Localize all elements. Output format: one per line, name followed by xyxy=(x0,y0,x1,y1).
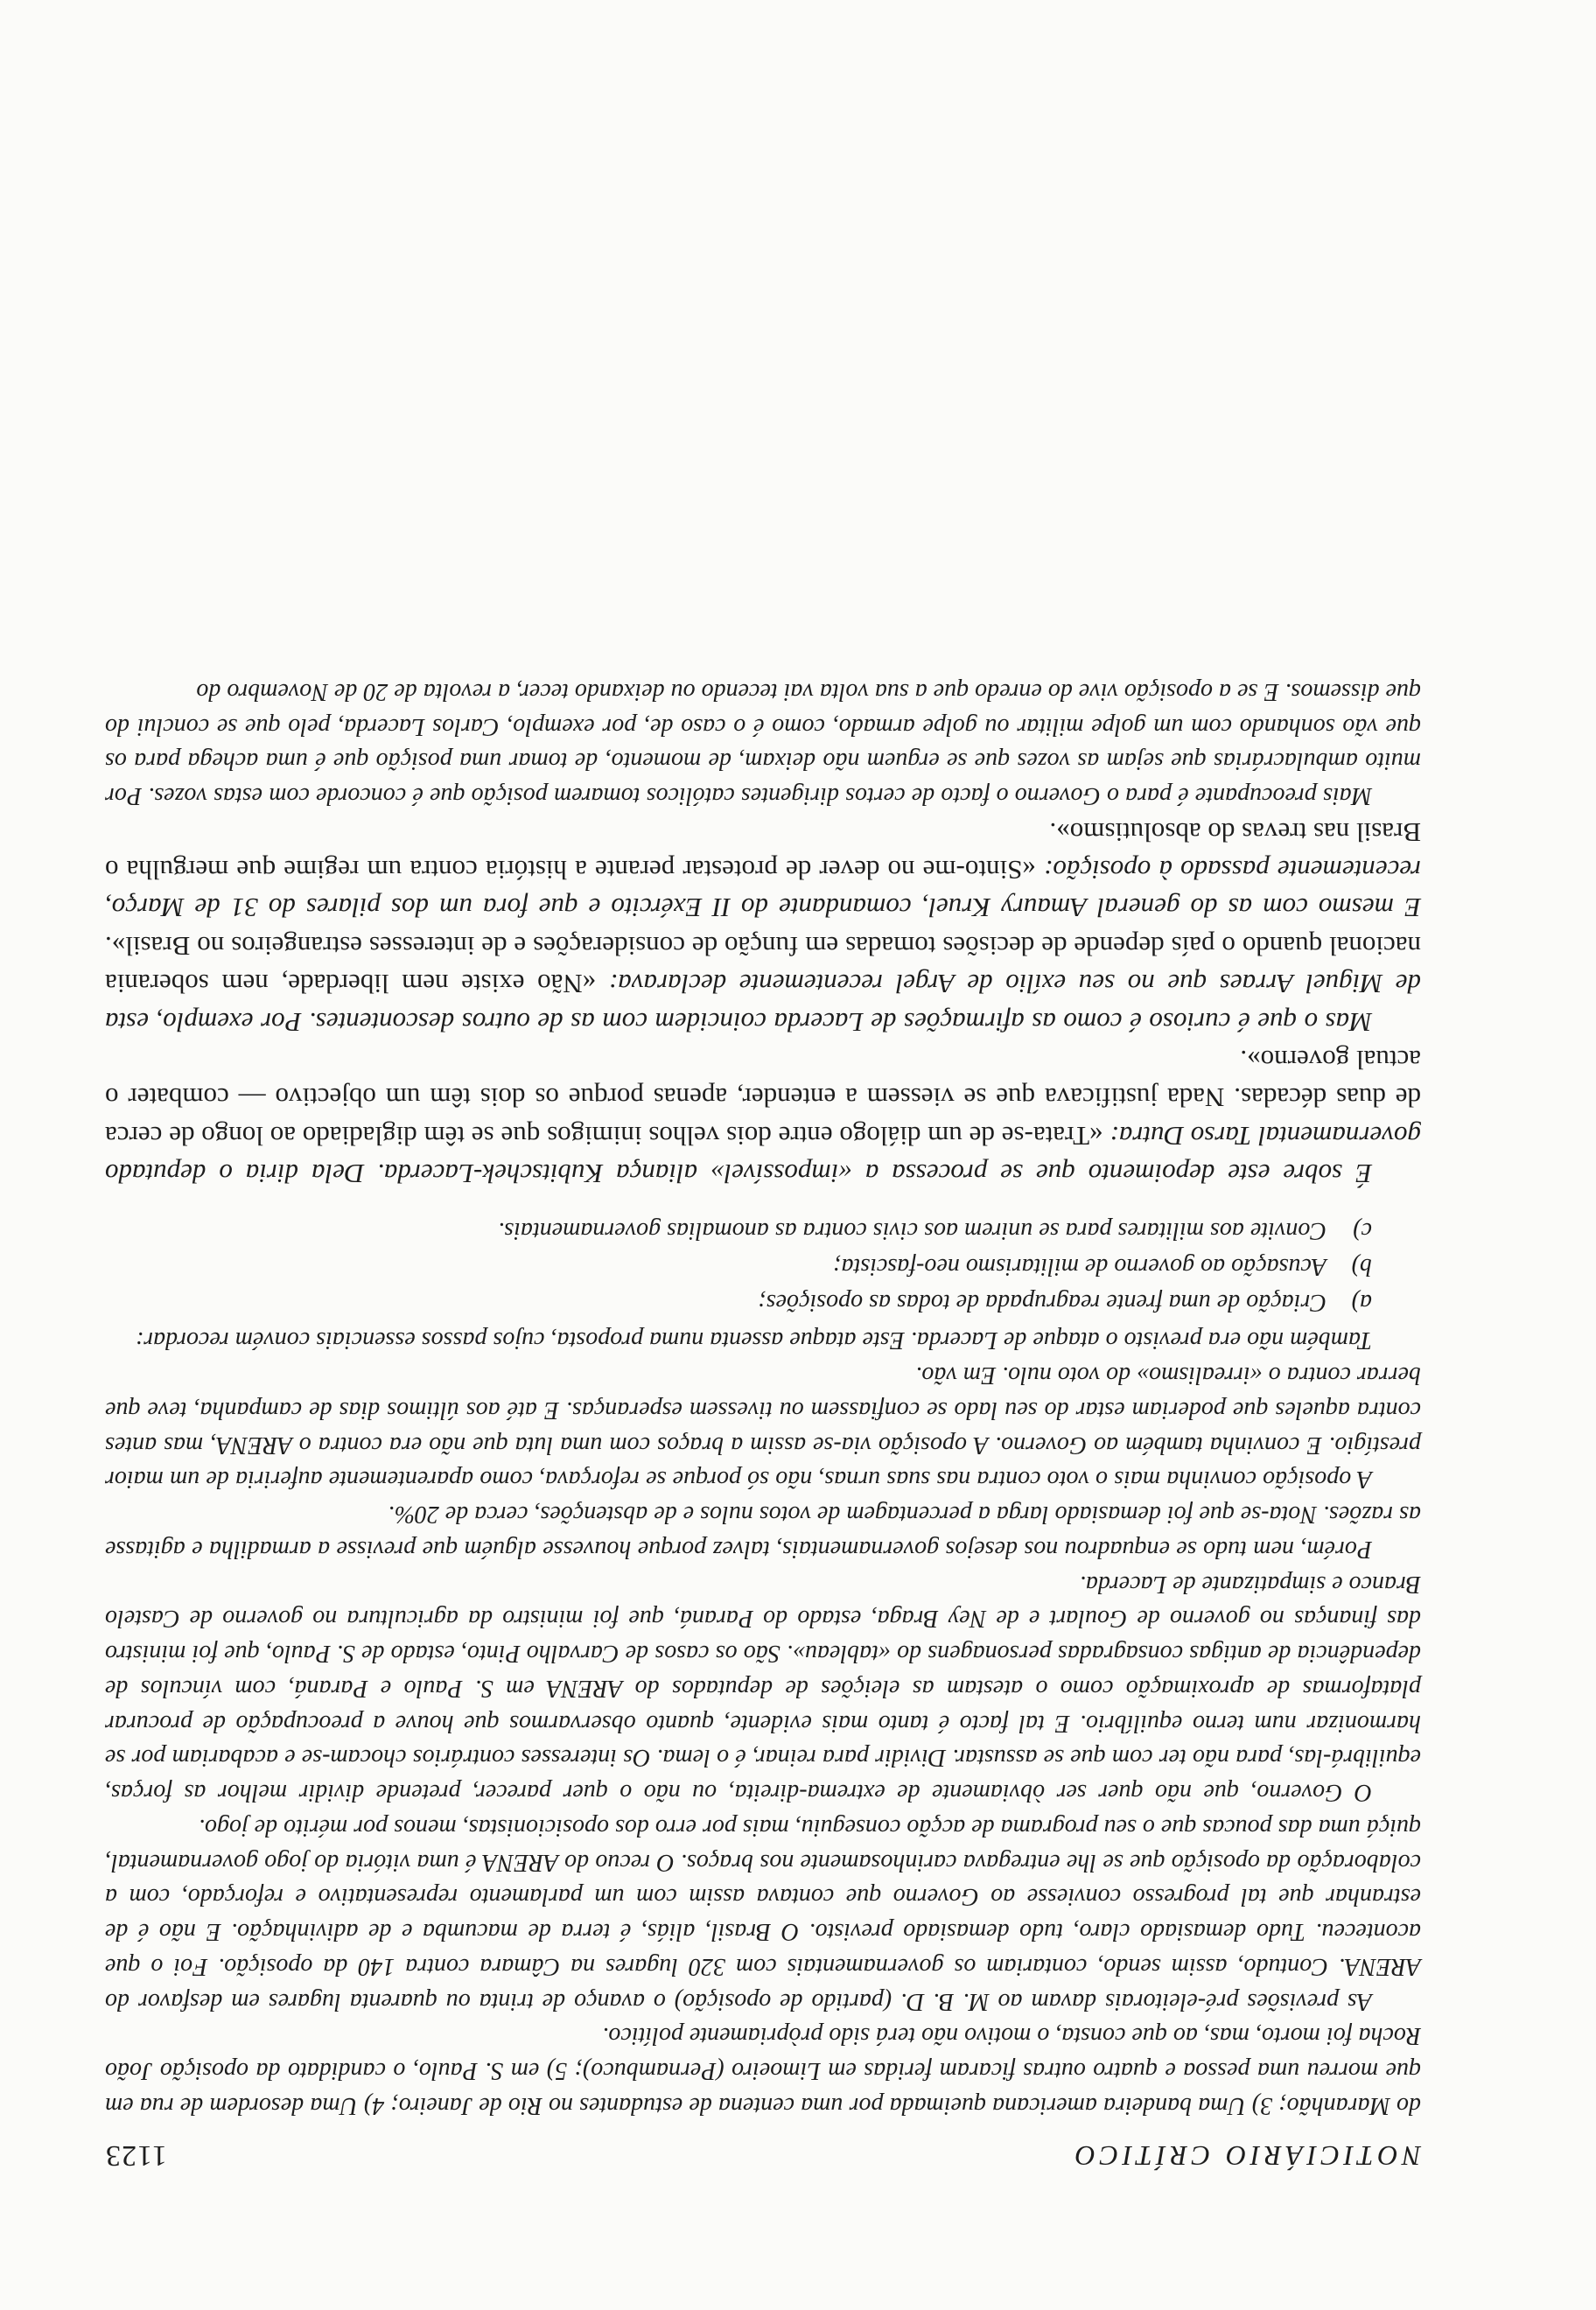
list-item xyxy=(105,1212,1372,1248)
paragraph-italic-part: Mas o que é curioso é como as afirmações de Lacerda coincidem com as de outros descontentes. Por exemplo, esta de Miguel Arraes que no seu exílio de Argel recentemente declarava: xyxy=(105,969,1421,1038)
paragraph: A oposição convinha mais o voto contra nas suas urnas, não só porque se reforçava, como aparentemente auferiria de um maior prestígio. E convinha também ao Governo. A oposição via-se assim a braços com uma luta que não era contra o ARENA, mas antes contra aqueles que poderiam estar do seu lado se confiassem ou tivessem esperanças. E até aos últimos dias de campanha, teve que berrar contra o «irrealismo» do voto nulo. Em vão. xyxy=(105,1362,1421,1494)
body-text-top xyxy=(105,1323,1421,2123)
paragraph xyxy=(105,813,1421,1040)
paragraph-quote: «Sinto-me no dever de protestar perante a história contra um regime que mergulha o Brasil nas trevas do absolutismo». xyxy=(105,816,1421,886)
list-marker: c) xyxy=(1353,1217,1372,1244)
running-title: NOTICIÁRIO CRÍTICO xyxy=(1070,2140,1421,2172)
list-item xyxy=(105,1248,1372,1284)
paragraph: O Governo, que não quer ser òbviamente de extrema-direita, ou não o quer parecer, pretende dividir melhor as forças, equilibrá-las, para não ter com que se assustar. Dividir para reinar, é o lema. Os interesses contrários chocam-se e acabariam por se harmonizar num terno equilíbrio. E tal facto é tanto mais evidente, quanto observarmos que houve a preocupação de procurar plataformas de aproximação como o atestam as eleições de deputados do ARENA em S. Paulo e Paraná, com vínculos de dependência de antigas consagradas personagens do «tableau». São os casos de Carvalho Pinto, estado de S. Paulo, que foi ministro das finanças no governo de Goulart e de Ney Braga, estado do Paraná, que foi ministro da agricultura no governo de Castelo Branco e simpatizante de Lacerda. xyxy=(105,1570,1421,1807)
list-marker: a) xyxy=(1351,1288,1372,1316)
page-number: 1123 xyxy=(105,2139,167,2172)
paragraph-italic-part: E mesmo com as do general Amaury Kruel, comandante do II Exército e que fora um dos pilares do 31 de Março, recentemente passado à oposição: xyxy=(105,855,1421,924)
body-text-end xyxy=(105,674,1421,813)
paragraph: Também não era previsto o ataque de Lacerda. Este ataque assenta numa proposta, cujos passos essenciais convém recordar: xyxy=(135,1326,1372,1354)
paragraph: As previsões pré-eleitorais davam ao M. B. D. (partido de oposição) o avanço de trinta ou quarenta lugares em desfavor do ARENA. Contudo, assim sendo, contariam os governamentais com 320 lugares na Câmara contra 140 da oposição. Foi o que aconteceu. Tudo demasiado claro, tudo demasiado previsto. O Brasil, aliás, é terra de macumba e de adivinhação. E não é de estranhar que tal progresso conviesse ao Governo que contava assim com um parlamento representativo e reforçado, com a colaboração da oposição que se lhe entregava carinhosamente nos braços. O recuo do ARENA é uma vitória do jogo governamental, quiçá uma das poucas que o seu programa de acção conseguiu, mais por erro dos oposicionistas, menos por mérito de jogo. xyxy=(105,1814,1421,2015)
list-item-text: Acusação ao governo de militarismo neo-fascista; xyxy=(833,1252,1326,1280)
list-item-text: Convite aos militares para se unirem aos civis contra as anomalias governamentais. xyxy=(498,1217,1326,1244)
list-item-text: Criação de uma frente reagrupada de todas as oposições; xyxy=(758,1288,1326,1316)
paragraph-quote: «Não existe nem liberdade, nem soberania nacional quando o país depende de decisões tomadas em função de considerações e de interesses estrangeiros no Brasil». xyxy=(105,930,1421,1000)
proposal-list xyxy=(105,1212,1421,1320)
paragraph-quote: «Trata-se de um diálogo entre dois velhos inimigos que se têm digladiado ao longo de cerca de duas décadas. Nada justificava que se viessem a entender, apenas porque os dois têm um objectivo — combater o actual governo». xyxy=(105,1044,1421,1152)
paragraph xyxy=(105,1041,1421,1194)
page-content xyxy=(105,674,1421,2172)
paragraph: Mais preocupante é para o Governo o facto de certos dirigentes católicos tomarem posição que é concorde com estas vozes. Por muito ambulacrárias que sejam as vozes que se erguem não deixam, de momento, de tomar uma posição que é uma achega para os que vão sonhando com um golpe militar ou golpe armado, como é o caso de, por exemplo, Carlos Lacerda, pelo que se conclui do que dissemos. E se a oposição vive do enredo que a sua volta vai tecendo ou deixando tecer, a revolta de 20 de Novembro do xyxy=(105,677,1421,810)
running-head xyxy=(105,2138,1421,2172)
list-marker: b) xyxy=(1351,1252,1372,1280)
paragraph: Porém, nem tudo se enquadrou nos desejos governamentais, talvez porque houvesse alguém que previsse a armadilha e agitasse as razões. Nota-se que foi demasiado larga a percentagem de votos nulos e de abstenções, cerca de 20%. xyxy=(105,1501,1421,1563)
body-text-bottom xyxy=(105,813,1421,1193)
list-item xyxy=(105,1284,1372,1320)
paragraph: do Maranhão; 3) Uma bandeira americana queimada por uma centena de estudantes no Rio de Janeiro; 4) Uma desordem de rua em que morreu uma pessoa e quatro outras ficaram feridas em Limoeiro (Pernambuco); 5) em S. Paulo, o candidato da oposição João Rocha foi morto, mas, ao que consta, o motivo não terá sido pròpriamente político. xyxy=(105,2022,1421,2119)
paragraph-italic-part: É sobre este depoimento que se processa a «impossível» aliança Kubitschek-Lacerda. Dela diria o deputado governamental Tarso Dutra: xyxy=(105,1120,1421,1190)
